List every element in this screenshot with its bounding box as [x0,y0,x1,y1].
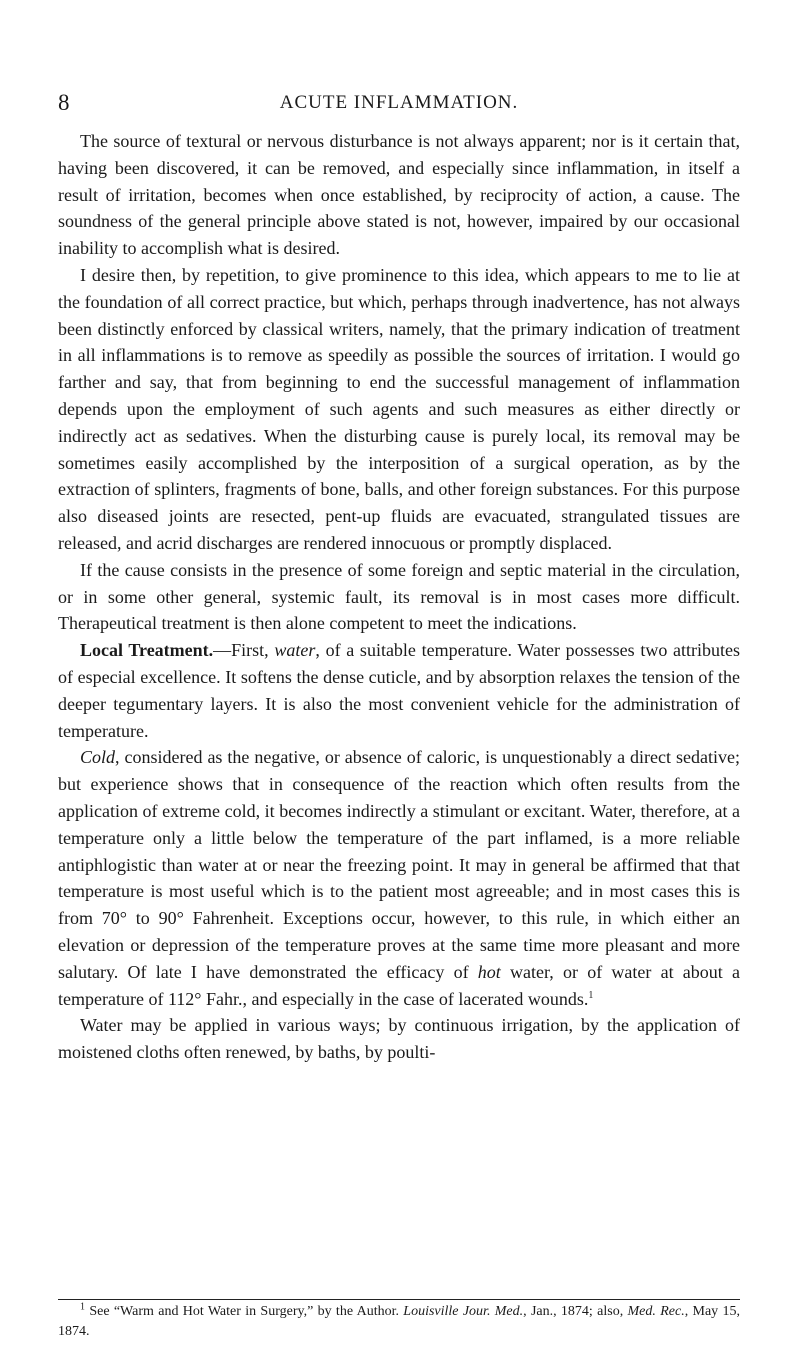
paragraph: Water may be applied in various ways; by continuous irrigation, by the application of moistened cloths often renewed, by baths, by poulti- [58,1015,740,1063]
paragraph-cold: Cold, considered as the negative, or absence of caloric, is unquestionably a direct sedative; but experience shows that in consequence of the reaction which often results from the application of extreme cold, it becomes indirectly a stimulant or excitant. Water, therefore, at a temperature only a little below the temperature of the part inflamed, is a more reliable antiphlogistic than water at or near the freezing point. It may in general be affirmed that that temperature is most useful which is to the patient most agreeable; and in most cases this is from 70° to 90° Fahrenheit. Exceptions occur, however, to this rule, in which either an elevation or depression of the temperature proves at the same time more pleasant and more salutary. Of late I have demonstrated the efficacy of hot water, or of water at about a temperature of 112° Fahr., and especially in the case of lacerated wounds.$^1$ [58,747,740,1009]
paragraph-local-treatment: Local Treatment.—First, water, of a suitable temperature. Water possesses two attributes of especial excellence. It softens the dense cuticle, and by absorption relaxes the tension of the deeper tegumentary layers. It is also the most convenient vehicle for the administration of temperature. [58,640,740,741]
paragraph: If the cause consists in the presence of some foreign and septic material in the circulation, or in some other general, systemic fault, its removal is in most cases more difficult. Therapeutical treatment is then alone competent to meet the indications. [58,559,740,634]
running-head: ACUTE INFLAMMATION. [279,92,519,113]
paragraph: I desire then, by repetition, to give prominence to this idea, which appears to me to lie at the foundation of all correct practice, but which, perhaps through inadvertence, has not always been distinctly enforced by classical writers, namely, that the primary indication of treatment in all inflammations is to remove as speedily as possible the sources of irritation. I would go farther and say, that from beginning to end the successful management of inflammation depends upon the employment of such agents and such measures as either directly or indirectly act as sedatives. When the disturbing cause is purely local, its removal may be sometimes easily accomplished by the interposition of a surgical operation, as by the extraction of splinters, fragments of bone, balls, and other foreign substances. For this purpose also diseased joints are resected, pent-up fluids are evacuated, strangulated tissues are released, and acrid discharges are rendered innocuous or promptly displaced. [58,264,740,553]
page-number: 8 [58,90,70,115]
footnote-rule [58,1299,740,1300]
footnote: $^1$ See “Warm and Hot Water in Surgery,” by the Author. Louisville Jour. Med., Jan., 1874; also, Med. Rec., May 15, 1874. [58,1301,740,1339]
paragraph: The source of textural or nervous disturbance is not always apparent; nor is it certain that, having been discovered, it can be removed, and especially since inflammation, in itself a result of irritation, becomes when once established, by reciprocity of action, a cause. The soundness of the general principle above stated is not, however, impaired by our occasional inability to accomplish what is desired. [58,131,740,259]
body-text [58,128,740,1066]
section-heading: Local Treatment. [80,640,214,661]
footnote-ref: 1 [588,989,594,1001]
page-header [58,86,740,120]
